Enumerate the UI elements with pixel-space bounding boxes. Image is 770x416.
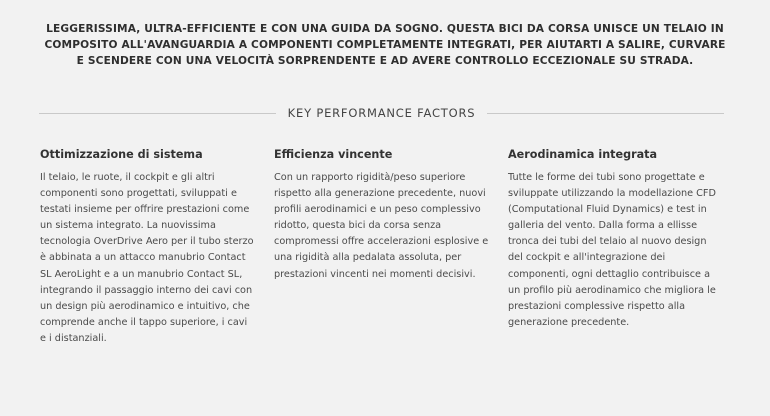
feature-column-system-optimization (40, 146, 255, 347)
intro-paragraph: LEGGERISSIMA, ULTRA-EFFICIENTE E CON UNA GUIDA DA SOGNO. QUESTA BICI DA CORSA UNISCE UN TELAIO IN COMPOSITO ALL'AVANGUARDIA A COMPONENTI COMPLETAMENTE INTEGRATI, PER AIUTARTI A SALIRE, CURVARE E SCENDERE CON UNA VELOCITÀ SORPRENDENTE E AD AVERE CONTROLLO ECCEZIONALE SU STRADA. (44, 23, 726, 67)
section-heading (39, 103, 724, 123)
section-title: KEY PERFORMANCE FACTORS (287, 106, 476, 120)
feature-description: Con un rapporto rigidità/peso superiore rispetto alla generazione precedente, nuovi profili aerodinamici e un peso complessivo ridotto, questa bici da corsa senza compromessi offre accelerazioni esplosive e una rigidità alla pedalata assoluta, per prestazioni vincenti nei momenti decisivi. (274, 172, 489, 280)
feature-description: Tutte le forme dei tubi sono progettate e sviluppate utilizzando la modellazione CFD (Computational Fluid Dynamics) e test in galleria del vento. Dalla forma a ellisse tronca dei tubi del telaio al nuovo design del cockpit e all'integrazione dei componenti, ogni dettaglio contribuisce a un profilo più aerodinamico che migliora le prestazioni complessive rispetto alla generazione precedente. (508, 172, 716, 328)
heading-rule-right (487, 113, 724, 114)
heading-rule-left (39, 113, 276, 114)
feature-title: Efficienza vincente (274, 148, 393, 161)
feature-description: Il telaio, le ruote, il cockpit e gli altri componenti sono progettati, sviluppati e testati insieme per offrire prestazioni come un sistema integrato. La nuovissima tecnologia OverDrive Aero per il tubo sterzo è abbinata a un attacco manubrio Contact SL AeroLight e a un manubrio Contact SL, integrando il passaggio interno dei cavi con un design più aerodinamico e intuitivo, che comprende anche il tappo superiore, i cavi e i distanziali. (40, 172, 254, 344)
feature-column-aerodynamics (508, 146, 723, 331)
feature-column-efficiency (274, 146, 489, 283)
feature-title: Aerodinamica integrata (508, 148, 658, 161)
feature-title: Ottimizzazione di sistema (40, 148, 203, 161)
